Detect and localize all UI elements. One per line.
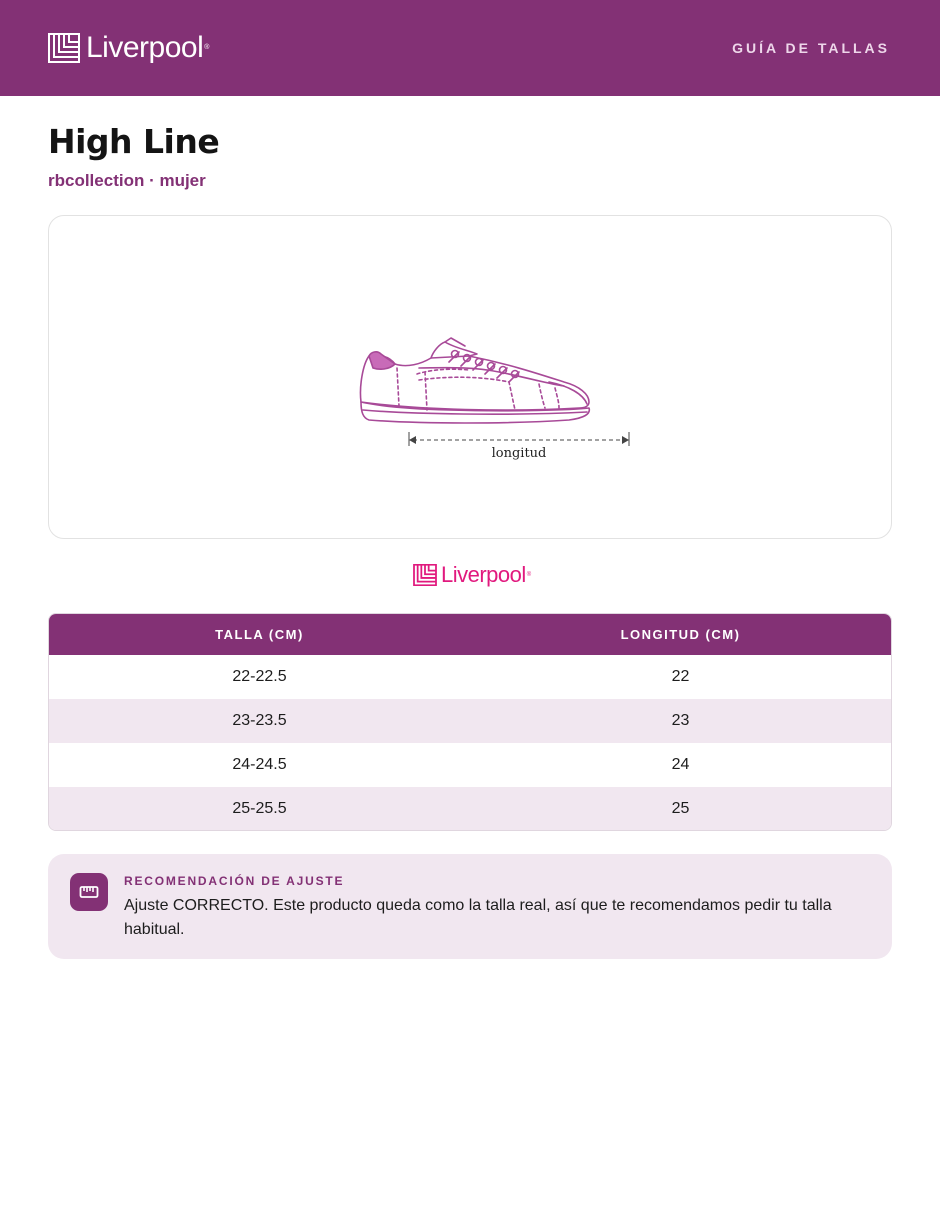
measure-label: longitud: [491, 446, 547, 461]
measurement-illustration-card: [48, 215, 892, 539]
product-subtitle: rbcollection · mujer: [48, 171, 206, 190]
table-row: [49, 743, 891, 787]
cell-length: 22: [671, 668, 690, 685]
sneaker-measurement-illustration: [359, 324, 639, 474]
cell-size: 23-23.5: [232, 712, 287, 729]
column-header-length: LONGITUD (CM): [620, 627, 741, 642]
registered-mark: ®: [526, 572, 532, 578]
recommendation-label: RECOMENDACIÓN DE AJUSTE: [124, 874, 345, 888]
site-header: [0, 0, 940, 96]
cell-length: 23: [671, 712, 690, 729]
table-row: [49, 787, 891, 831]
table-header-row: [49, 614, 891, 655]
table-row: [49, 699, 891, 743]
liverpool-brand-logo: [413, 562, 531, 588]
cell-size: 25-25.5: [232, 800, 287, 817]
ruler-icon: [70, 873, 108, 911]
cell-length: 25: [671, 800, 690, 817]
liverpool-mark-icon: [48, 33, 80, 63]
size-table: [48, 613, 892, 831]
fit-recommendation-box: [48, 854, 892, 959]
cell-length: 24: [671, 756, 690, 773]
brand-name: Liverpool: [86, 31, 204, 64]
product-title: High Line: [48, 122, 220, 161]
table-row: [49, 655, 891, 699]
registered-mark: ®: [204, 44, 210, 51]
cell-size: 24-24.5: [232, 756, 287, 773]
size-guide-link[interactable]: GUÍA DE TALLAS: [732, 40, 890, 56]
recommendation-text: Ajuste CORRECTO. Este producto queda como la talla real, así que te recomendamos pedir tu talla habitual.: [124, 897, 832, 938]
brand-name: Liverpool: [441, 562, 526, 587]
cell-size: 22-22.5: [232, 668, 287, 685]
column-header-size: TALLA (CM): [215, 627, 304, 642]
liverpool-mark-icon: [413, 564, 437, 586]
liverpool-logo[interactable]: [48, 30, 209, 66]
